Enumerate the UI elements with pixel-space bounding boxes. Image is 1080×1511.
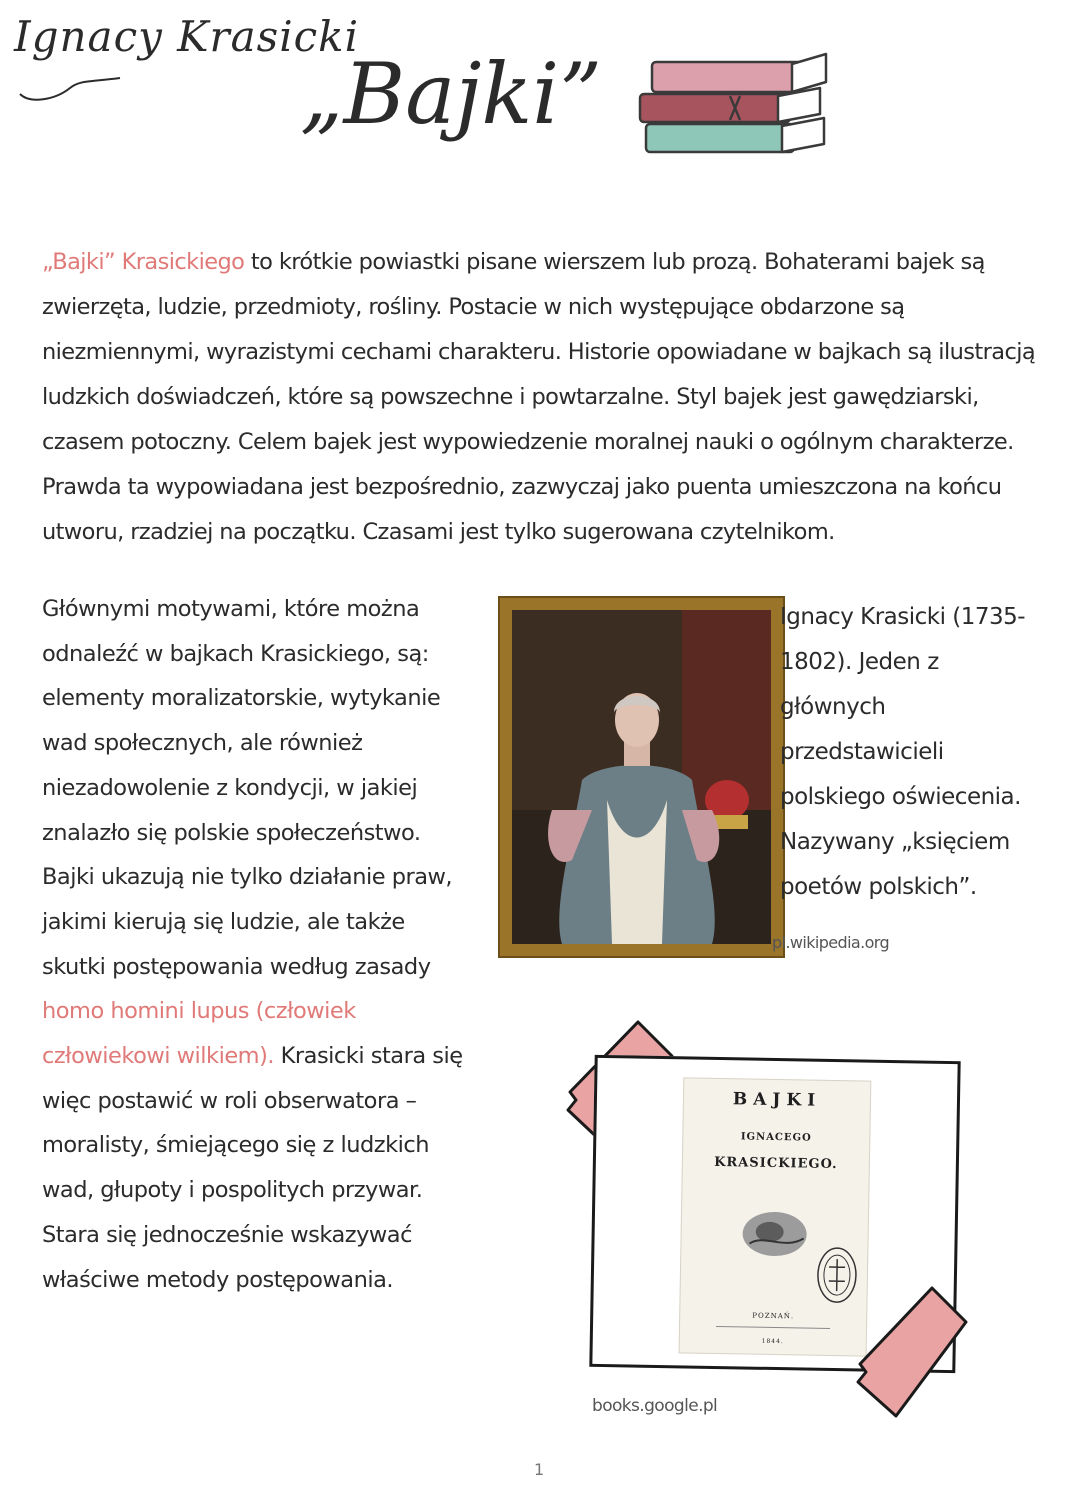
portrait-source: pl.wikipedia.org [772,933,890,952]
portrait-caption: Ignacy Krasicki (1735-1802). Jeden z głównych przedstawicieli polskiego oświecenia. Nazywany „księciem poetów polskich”. [780,604,1026,900]
motives-text-before: Głównymi motywami, które można odnaleźć w bajkach Krasickiego, są: elementy moralizatorskie, wytykanie wad społecznych, ale również niezadowolenie z kondycji, w jakiej znalazło się polskie społeczeństwo. Bajki ukazują nie tylko działanie praw, jakimi kierują się ludzie, ale także skutki postępowania według zasady [42,596,453,980]
page-number: 1 [534,1460,545,1479]
cover-author: KRASICKIEGO. [714,1154,838,1173]
krasicki-portrait [500,598,783,956]
books-stack-icon [632,48,832,160]
motives-text-after: Krasicki stara się więc postawić w roli obserwatora – moralisty, śmiejącego się z ludzkich wad, głupoty i pospolitych przywar. Stara się jednocześnie wskazywać właściwe metody postępowania. [42,1043,463,1293]
author-name: Ignacy Krasicki [14,12,360,61]
cover-divider [716,1326,830,1329]
cover-subtitle: IGNACEGO [740,1131,812,1144]
cover-vignette-image [739,1203,810,1260]
motives-paragraph [42,587,472,1302]
cover-city: POZNAŃ. [752,1311,795,1321]
cover-year: 1844. [761,1337,784,1346]
tape-bottom-right [852,1282,972,1422]
page-title: „Bajki” [300,45,603,143]
intro-paragraph [42,240,1042,555]
portrait-painting [512,610,771,944]
intro-highlight: „Bajki” Krasickiego [42,249,245,275]
cover-title: BAJKI [732,1089,822,1111]
author-swash-decoration [10,70,130,104]
book-cover [679,1077,872,1356]
book-cover-source: books.google.pl [592,1396,718,1416]
intro-text: to krótkie powiastki pisane wierszem lub prozą. Bohaterami bajek są zwierzęta, ludzie, przedmioty, rośliny. Postacie w nich występujące obdarzone są niezmiennymi, wyrazistymi cechami charakteru. Historie opowiadane w bajkach są ilustracją ludzkich doświadczeń, które są powszechne i powtarzalne. Styl bajek jest gawędziarski, czasem potoczny. Celem bajek jest wypowiedzenie moralnej nauki o ogólnym charakterze. Prawda ta wypowiadana jest bezpośrednio, zazwyczaj jako puenta umieszczona na końcu utworu, rzadziej na początku. Czasami jest tylko sugerowana czytelnikom. [42,249,1036,545]
motives-highlight: homo homini lupus (człowiek człowiekowi wilkiem). [42,998,356,1070]
